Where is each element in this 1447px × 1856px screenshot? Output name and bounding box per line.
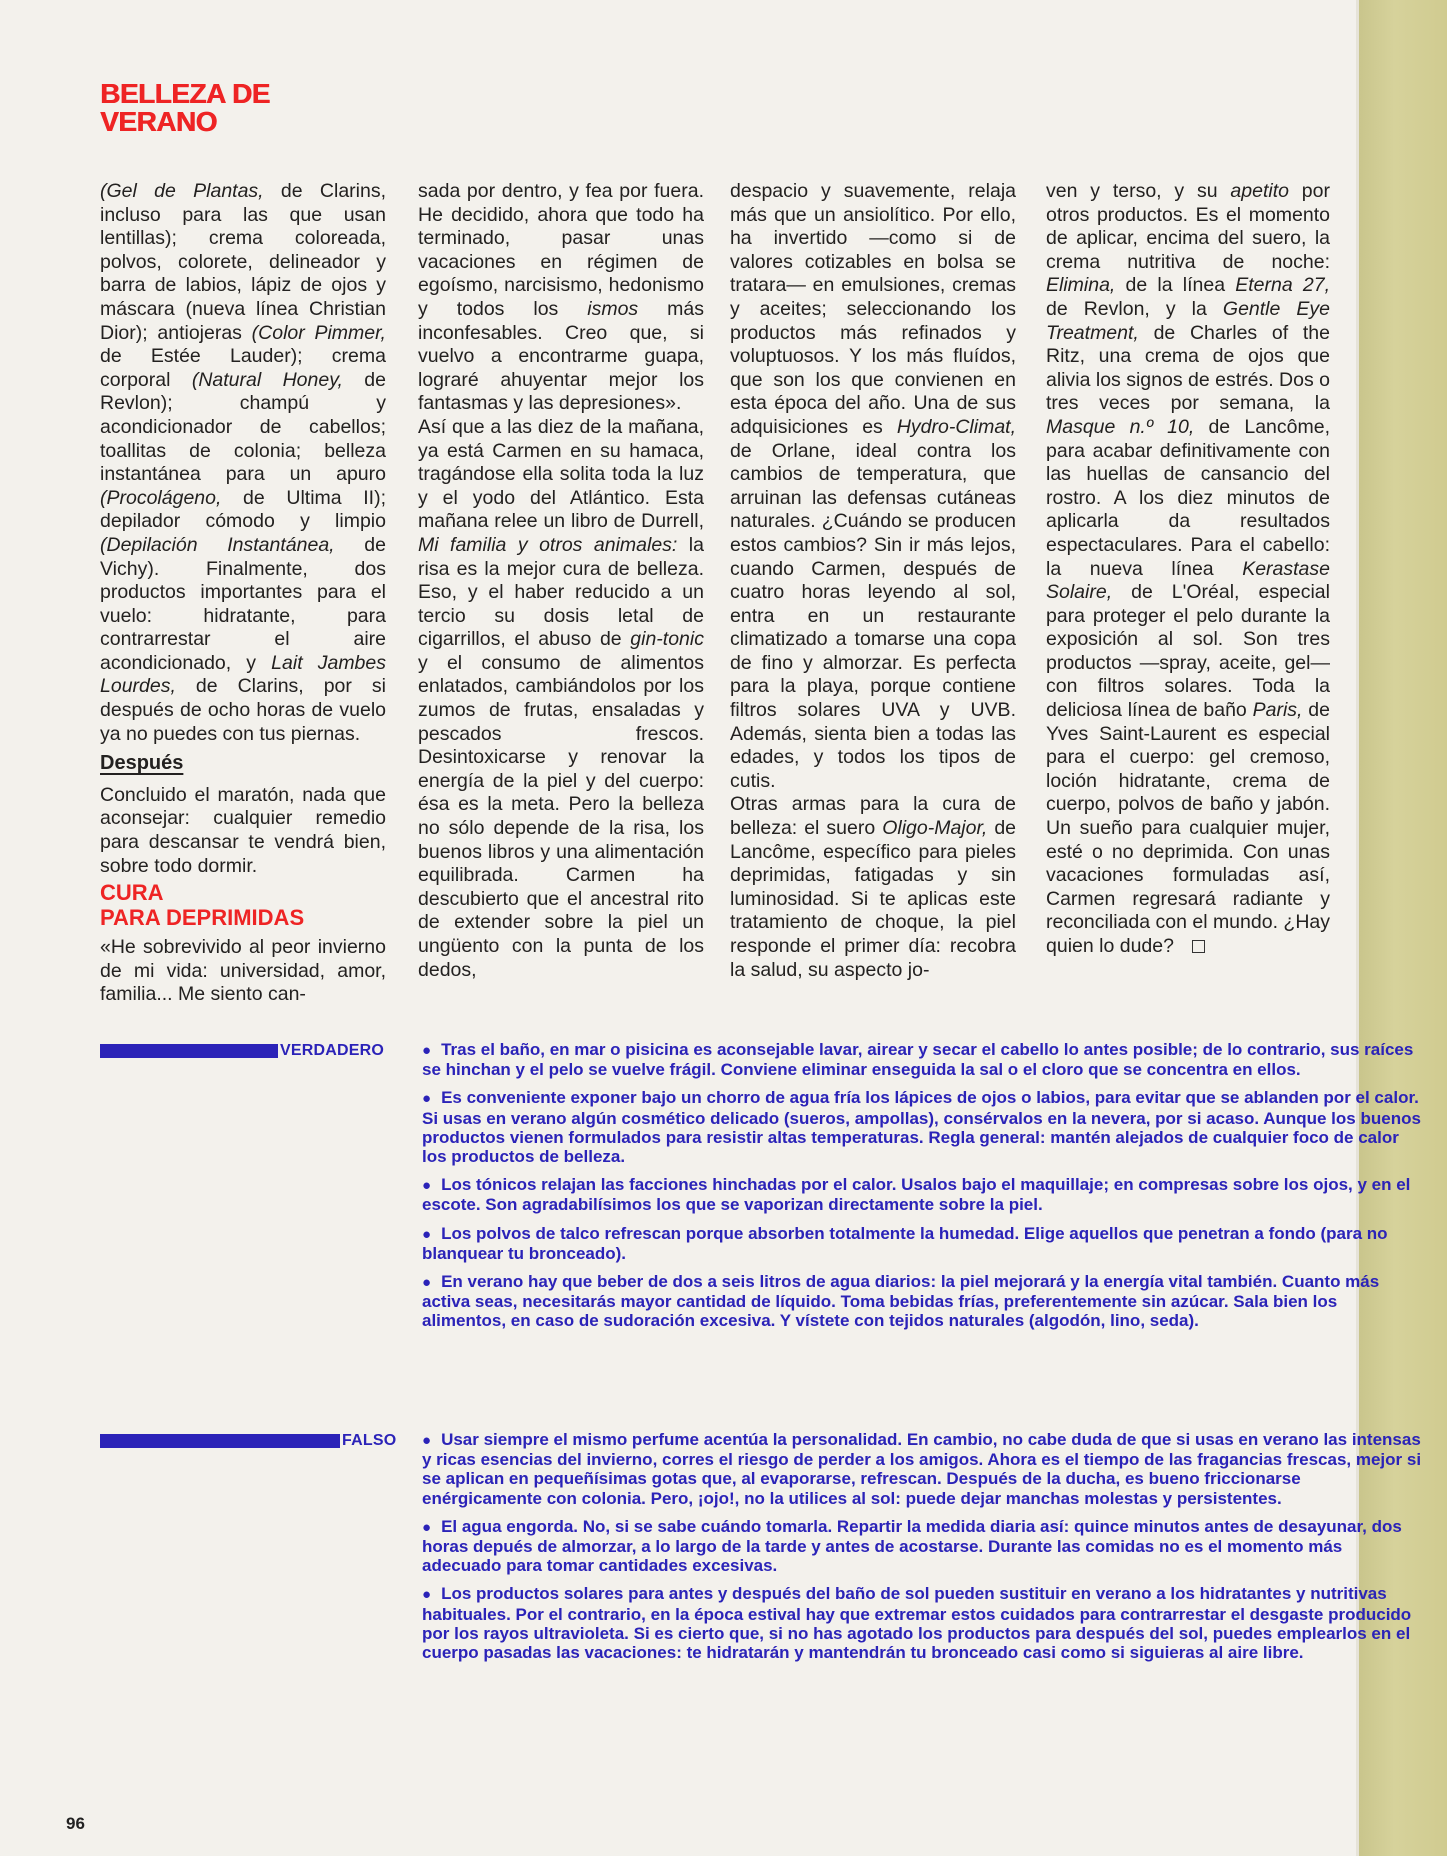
article-column-2 xyxy=(418,180,704,982)
page-number: 96 xyxy=(66,1814,85,1833)
label-text: VERDADERO xyxy=(280,1042,385,1059)
article-column-1 xyxy=(100,180,386,1007)
bullet-icon: ● xyxy=(422,1274,432,1292)
subheading-cura-para-deprimidas xyxy=(100,880,386,930)
article-column-4 xyxy=(1046,180,1330,959)
bullet-icon: ● xyxy=(422,1432,432,1449)
tip-text: Tras el baño, en mar o pisicina es aconsejable lavar, airear y secar el cabello lo antes posible; de lo contrario, sus raíces se hinchan y el pelo se vuelve frágil. Conviene eliminar enseguida la sal o el cloro que se concentra en ellos. xyxy=(422,1040,1414,1080)
tip-text: Los polvos de talco refrescan porque absorben totalmente la humedad. Elige aquellos que penetran a fondo (para no blanquear tu bronceado). xyxy=(422,1223,1388,1263)
bullet-icon: ● xyxy=(422,1225,432,1243)
verdadero-tips xyxy=(422,1040,1422,1340)
end-of-article-square-icon xyxy=(1192,940,1205,953)
tip-item xyxy=(422,1088,1422,1166)
tip-item xyxy=(422,1430,1422,1508)
paragraph: Así que a las diez de la mañana, ya está Carmen en su hamaca, tragándose ella solita toda la luz y el yodo del Atlántico. Esta mañana relee un libro de Durrell, Mi familia y otros animales: la risa es la mejor cura de belleza. Eso, y el haber reducido a un tercio su dosis letal de cigarrillos, el abuso de gin-tonic y el consumo de alimentos enlatados, cambiándolos por los zumos de frutas, ensaladas y pescados frescos. Desintoxicarse y renovar la energía de la piel y del cuerpo: ésa es la meta. Pero la belleza no sólo depende de la risa, los buenos libros y una alimentación equilibrada. Carmen ha descubierto que el ancestral rito de extender sobre la piel un ungüento con la punta de los dedos, xyxy=(418,415,704,981)
falso-tips xyxy=(422,1430,1422,1671)
section-title-line-1: BELLEZA DE xyxy=(100,78,270,109)
bullet-icon: ● xyxy=(422,1518,432,1536)
tip-item xyxy=(422,1517,1422,1576)
label-text: FALSO xyxy=(342,1432,397,1449)
bullet-icon: ● xyxy=(422,1090,432,1108)
tip-text: Usar siempre el mismo perfume acentúa la personalidad. En cambio, no cabe duda de que si usas en verano las intensas y ricas esencias del invierno, corres el riesgo de perder a los amigos. Ahora es el tiempo de las fragancias frescas, mejor si se aplican en pequeñísimas gotas que, al evaporarse, refrescan. Después de la ducha, es bueno friccionarse enérgicamente con colonia. Pero, ¡ojo!, no la utilices al sol: puede dejar manchas molestas y persistentes. xyxy=(422,1430,1422,1508)
label-bar xyxy=(100,1434,340,1448)
bullet-icon: ● xyxy=(422,1177,432,1195)
tip-text: El agua engorda. No, si se sabe cuándo tomarla. Repartir la medida diaria así: quince minutos antes de desayunar, dos horas depués de almorzar, a lo largo de la tarde y antes de acostarse. Durante las comidas no es el momento más adecuado para tomar cantidades excesivas. xyxy=(422,1516,1402,1576)
paragraph: Otras armas para la cura de belleza: el suero Oligo-Major, de Lancôme, específico para pieles deprimidas, fatigadas y sin luminosidad. Si te aplicas este tratamiento de choque, la piel responde el primer día: recobra la salud, su aspecto jo- xyxy=(730,793,1017,981)
paragraph: Concluido el maratón, nada que aconsejar: cualquier remedio para descansar te vendrá bien, sobre todo dormir. xyxy=(100,783,386,877)
tip-item xyxy=(422,1584,1422,1662)
tip-text: Los productos solares para antes y después del baño de sol pueden sustituir en verano a los hidratantes y nutritivas habituales. Por el contrario, en la época estival hay que extremar estos cuidados para contrarrestar el desgaste producido por los rayos ultravioleta. Si es cierto que, si no has agotado los productos para después del sol, puedes emplearlos en el cuerpo pasadas las vacaciones: te hidratarán y mantendrán tu bronceado casi como si siguieras al aire libre. xyxy=(422,1584,1412,1663)
article-column-3 xyxy=(730,180,1016,982)
subheading-line-1: CURA xyxy=(100,880,164,906)
paragraph: despacio y suavemente, relaja más que un ansiolítico. Por ello, ha invertido —como si de valores cotizables en bolsa se tratara— en emulsiones, cremas y aceites; seleccionando los productos más refinados y voluptuosos. Y los más fluídos, que son los que convienen en esta época del año. Una de sus adquisiciones es Hydro-Climat, de Orlane, ideal contra los cambios de temperatura, que arruinan las defensas cutáneas naturales. ¿Cuándo se producen estos cambios? Sin ir más lejos, cuando Carmen, después de cuatro horas leyendo al sol, entra en un restaurante climatizado a tomarse una copa de fino y almorzar. Es perfecta para la playa, porque contiene filtros solares UVA y UVB. Además, sienta bien a todas las edades, y todos los tipos de cutis. xyxy=(730,180,1016,792)
label-bar xyxy=(100,1044,278,1058)
paragraph: sada por dentro, y fea por fuera. He decidido, ahora que todo ha terminado, pasar unas vacaciones en régimen de egoísmo, narcisismo, hedonismo y todos los ismos más inconfesables. Creo que, si vuelvo a encontrarme guapa, lograré ahuyentar mejor los fantasmas y las depresiones». xyxy=(418,180,704,415)
paragraph: «He sobrevivido al peor invierno de mi vida: universidad, amor, familia... Me siento can- xyxy=(100,936,386,1006)
tip-item xyxy=(422,1040,1422,1079)
tip-item xyxy=(422,1272,1422,1331)
tip-item xyxy=(422,1175,1422,1214)
falso-label xyxy=(100,1434,396,1448)
tip-text: Es conveniente exponer bajo un chorro de agua fría los lápices de ojos o labios, para evitar que se ablanden por el calor. Si usas en verano algún cosmético delicado (sueros, ampollas), consérvalos en la nevera, por si acaso. Aunque los buenos productos vienen formulados para resistir altas temperaturas. Regla general: mantén alejados de cualquier foco de calor los productos de belleza. xyxy=(422,1088,1421,1167)
paragraph-text: ven y terso, y su apetito por otros productos. Es el momento de aplicar, encima del suero, la crema nutritiva de noche: Elimina, de la línea Eterna 27, de Revlon, y la Gentle Eye Treatment, de Charles of the Ritz, una crema de ojos que alivia los signos de estrés. Dos o tres veces por semana, la Masque n.º 10, de Lancôme, para acabar definitivamente con las huellas de cansancio del rostro. A los diez minutos de aplicarla da resultados espectaculares. Para el cabello: la nueva línea Kerastase Solaire, de L'Oréal, especial para proteger el pelo durante la exposición al sol. Son tres productos —spray, aceite, gel— con filtros solares. Toda la deliciosa línea de baño Paris, de Yves Saint-Laurent es especial para el cuerpo: gel cremoso, loción hidratante, crema de cuerpo, polvos de baño y jabón. Un sueño para cualquier mujer, esté o no deprimida. Con unas vacaciones formuladas así, Carmen regresará radiante y reconciliada con el mundo. ¿Hay quien lo dude? xyxy=(1046,180,1331,957)
subheading-line-2: PARA DEPRIMIDAS xyxy=(100,905,305,931)
paragraph: (Gel de Plantas, de Clarins, incluso para las que usan lentillas); crema coloreada, polvos, colorete, delineador y barra de labios, lápiz de ojos y máscara (nueva línea Christian Dior); antiojeras (Color Pimmer, de Estée Lauder); crema corporal (Natural Honey, de Revlon); champú y acondicionador de cabellos; toallitas de colonia; belleza instantánea para un apuro (Procolágeno, de Ultima II); depilador cómodo y limpio (Depilación Instantánea, de Vichy). Finalmente, dos productos importantes para el vuelo: hidratante, para contrarrestar el aire acondicionado, y Lait Jambes Lourdes, de Clarins, por si después de ocho horas de vuelo ya no puedes con tus piernas. xyxy=(100,180,387,745)
tip-text: En verano hay que beber de dos a seis litros de agua diarios: la piel mejorará y la energía vital también. Cuanto más activa seas, necesitarás mayor cantidad de líquido. Toma bebidas frías, preferentemente sin azúcar. Sala bien los alimentos, en caso de sudoración excesiva. Y vístete con tejidos naturales (algodón, lino, seda). xyxy=(422,1272,1380,1331)
section-title-line-2: VERANO xyxy=(100,106,217,137)
section-title xyxy=(100,80,270,136)
bullet-icon: ● xyxy=(422,1586,432,1604)
bullet-icon: ● xyxy=(422,1042,432,1059)
paragraph xyxy=(1046,180,1330,959)
tip-item xyxy=(422,1224,1422,1263)
tip-text: Los tónicos relajan las facciones hinchadas por el calor. Usalos bajo el maquillaje; en compresas sobre los ojos, y en el escote. Son agradabilísimos los que se vaporizan directamente sobre la piel. xyxy=(422,1175,1411,1215)
subheading-despues: Después xyxy=(100,752,184,775)
verdadero-label xyxy=(100,1044,384,1058)
